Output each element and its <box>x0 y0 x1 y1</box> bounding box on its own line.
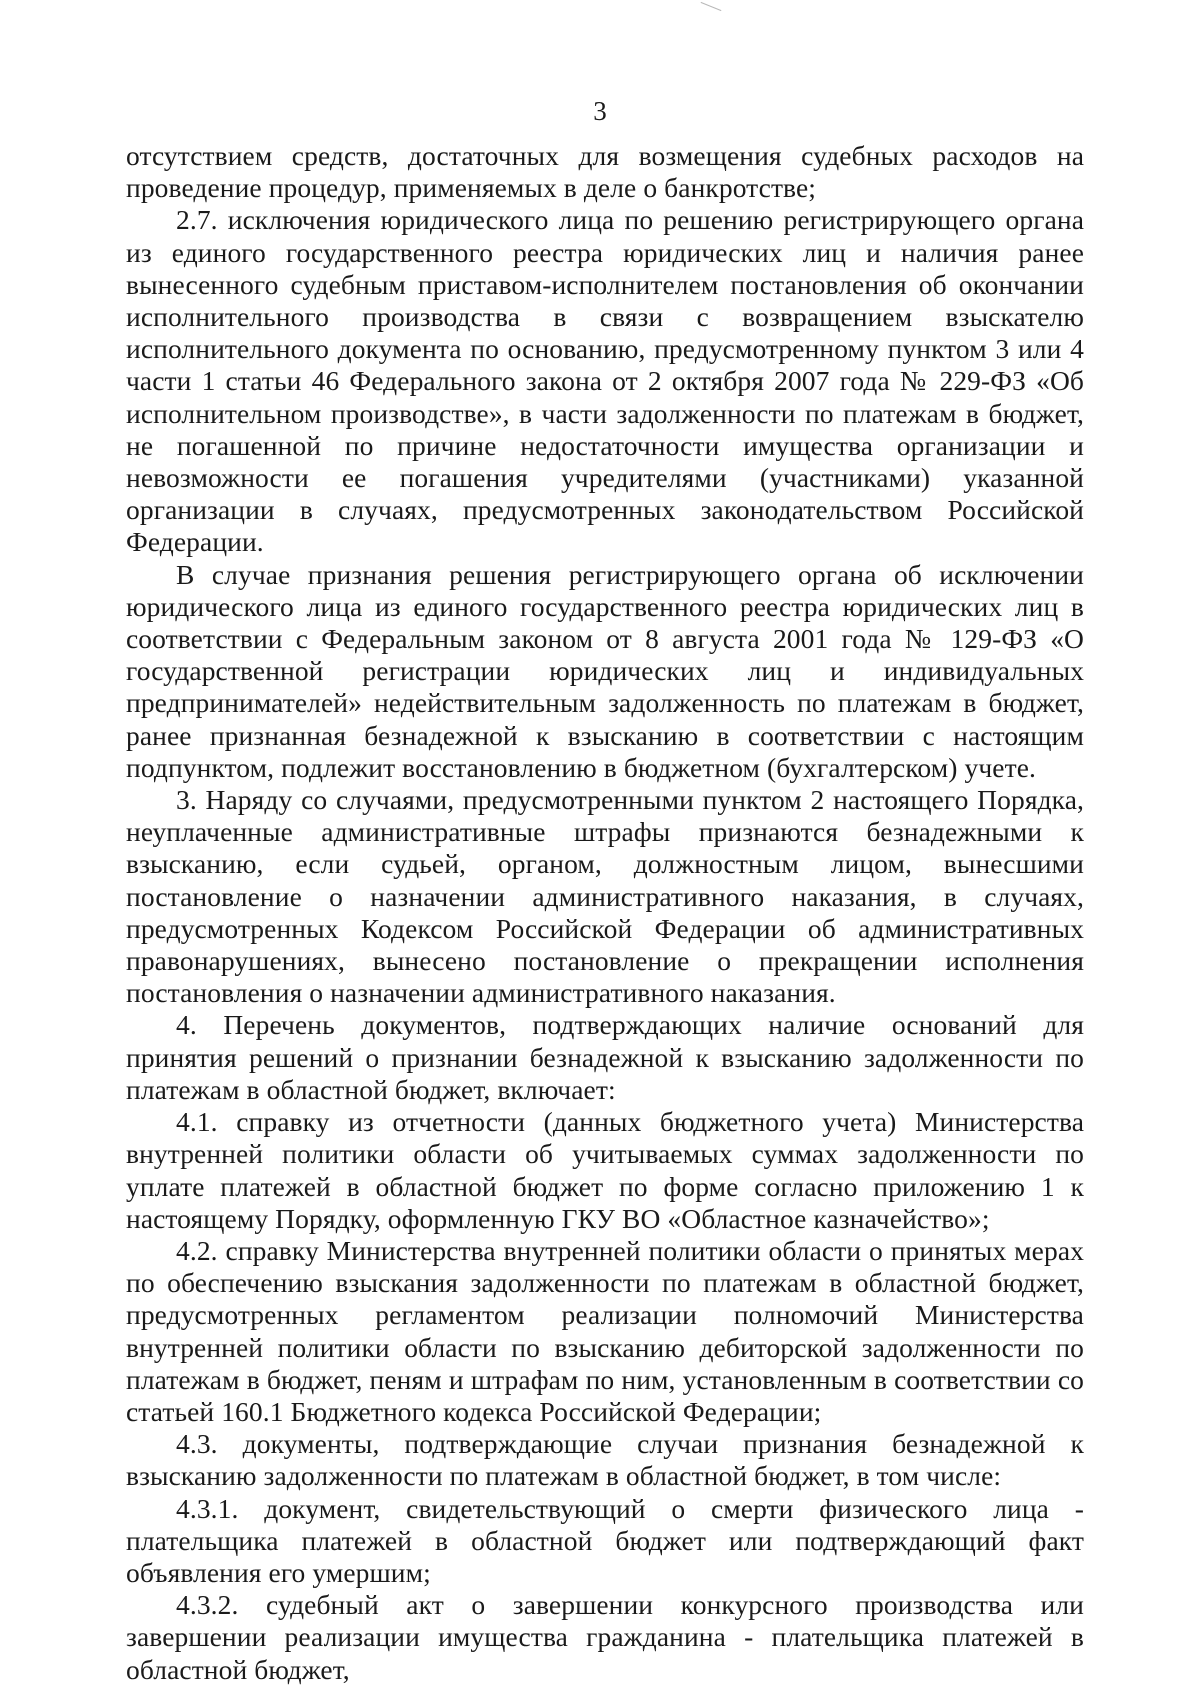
document-body <box>126 140 1084 1686</box>
paragraph-3: 3. Наряду со случаями, предусмотренными пунктом 2 настоящего Порядка, неуплаченные административные штрафы признаются безнадежными к взысканию, если судьей, органом, должностным лицом, вынесшими постановление о назначении административного наказания, в случаях, предусмотренных Кодексом Российской Федерации об административных правонарушениях, вынесено постановление о прекращении исполнения постановления о назначении административного наказания. <box>126 784 1084 1009</box>
paragraph-4: 4. Перечень документов, подтверждающих наличие оснований для принятия решений о признании безнадежной к взысканию задолженности по платежам в областной бюджет, включает: <box>126 1009 1084 1105</box>
paragraph-4-3: 4.3. документы, подтверждающие случаи признания безнадежной к взысканию задолженности по платежам в областной бюджет, в том числе: <box>126 1428 1084 1492</box>
paragraph-4-2: 4.2. справку Министерства внутренней политики области о принятых мерах по обеспечению взыскания задолженности по платежам в областной бюджет, предусмотренных регламентом реализации полномочий Министерства внутренней политики области по взысканию дебиторской задолженности по платежам в бюджет, пеням и штрафам по ним, установленным в соответствии со статьей 160.1 Бюджетного кодекса Российской Федерации; <box>126 1234 1084 1427</box>
paragraph-continuation: отсутствием средств, достаточных для возмещения судебных расходов на проведение процедур, применяемых в деле о банкротстве; <box>126 140 1084 204</box>
paragraph-2-7: 2.7. исключения юридического лица по решению регистрирующего органа из единого государственного реестра юридических лиц и наличия ранее вынесенного судебным приставом-исполнителем постановления об окончании исполнительного производства в связи с возвращением взыскателю исполнительного документа по основанию, предусмотренному пунктом 3 или 4 части 1 статьи 46 Федерального закона от 2 октября 2007 года № 229-ФЗ «Об исполнительном производстве», в части задолженности по платежам в бюджет, не погашенной по причине недостаточности имущества организации и невозможности ее погашения учредителями (участниками) указанной организации в случаях, предусмотренных законодательством Российской Федерации. <box>126 204 1084 558</box>
paragraph-4-3-1: 4.3.1. документ, свидетельствующий о смерти физического лица - плательщика платежей в областной бюджет или подтверждающий факт объявления его умершим; <box>126 1492 1084 1588</box>
paragraph-4-3-2: 4.3.2. судебный акт о завершении конкурсного производства или завершении реализации имущества гражданина - плательщика платежей в областной бюджет, <box>126 1589 1084 1685</box>
paragraph-4-1: 4.1. справку из отчетности (данных бюджетного учета) Министерства внутренней политики области об учитываемых суммах задолженности по уплате платежей в областной бюджет по форме согласно приложению 1 к настоящему Порядку, оформленную ГКУ ВО «Областное казначейство»; <box>126 1106 1084 1234</box>
paragraph-invalidation-case: В случае признания решения регистрирующего органа об исключении юридического лица из единого государственного реестра юридических лиц в соответствии с Федеральным законом от 8 августа 2001 года № 129-ФЗ «О государственной регистрации юридических лиц и индивидуальных предпринимателей» недействительным задолженность по платежам в бюджет, ранее признанная безнадежной к взысканию в соответствии с настоящим подпунктом, подлежит восстановлению в бюджетном (бухгалтерском) учете. <box>126 558 1084 783</box>
scan-artifact <box>701 2 722 11</box>
page-number: 3 <box>593 96 607 126</box>
